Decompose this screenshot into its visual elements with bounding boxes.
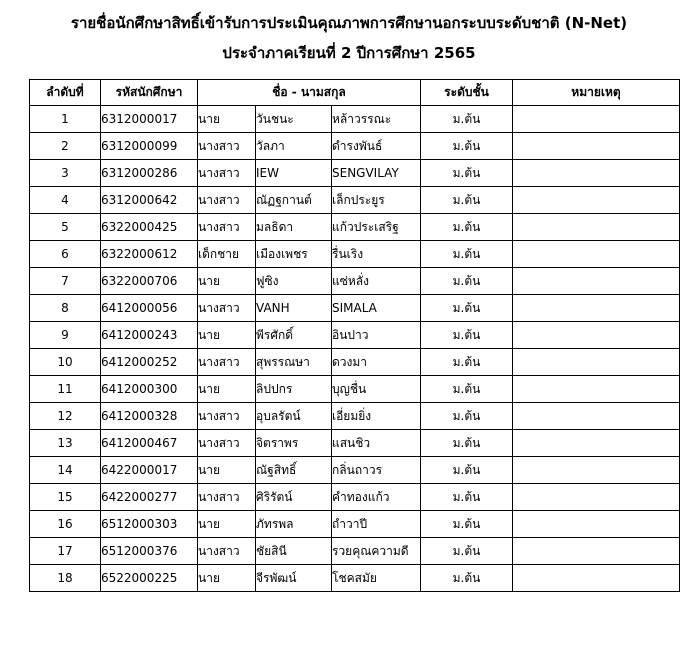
cell-first-name: จิตราพร xyxy=(256,430,332,457)
cell-level: ม.ต้น xyxy=(421,376,513,403)
cell-last-name: เอี่ยมยิ่ง xyxy=(332,403,421,430)
table-row xyxy=(30,160,680,187)
cell-prefix: เด็กชาย xyxy=(198,241,256,268)
cell-last-name: โชคสมัย xyxy=(332,565,421,592)
cell-remark xyxy=(513,484,680,511)
cell-first-name: ณัฏฐกานต์ xyxy=(256,187,332,214)
cell-last-name: กลิ่นถาวร xyxy=(332,457,421,484)
cell-first-name: จีรพัฒน์ xyxy=(256,565,332,592)
cell-level: ม.ต้น xyxy=(421,349,513,376)
cell-student-id: 6312000642 xyxy=(101,187,198,214)
student-roster-table xyxy=(29,79,680,592)
cell-student-id: 6322000706 xyxy=(101,268,198,295)
cell-no: 15 xyxy=(30,484,101,511)
cell-remark xyxy=(513,295,680,322)
table-row xyxy=(30,565,680,592)
column-header-remark: หมายเหตุ xyxy=(513,80,680,106)
cell-no: 6 xyxy=(30,241,101,268)
cell-level: ม.ต้น xyxy=(421,268,513,295)
cell-level: ม.ต้น xyxy=(421,160,513,187)
cell-first-name: สุพรรณษา xyxy=(256,349,332,376)
cell-prefix: นาย xyxy=(198,457,256,484)
cell-student-id: 6512000376 xyxy=(101,538,198,565)
cell-level: ม.ต้น xyxy=(421,214,513,241)
cell-no: 7 xyxy=(30,268,101,295)
cell-remark xyxy=(513,511,680,538)
cell-first-name: IEW xyxy=(256,160,332,187)
cell-student-id: 6522000225 xyxy=(101,565,198,592)
cell-student-id: 6422000277 xyxy=(101,484,198,511)
table-row xyxy=(30,430,680,457)
cell-prefix: นางสาว xyxy=(198,484,256,511)
cell-first-name: ณัฐสิทธิ์ xyxy=(256,457,332,484)
cell-level: ม.ต้น xyxy=(421,187,513,214)
cell-prefix: นาย xyxy=(198,268,256,295)
cell-first-name: อุบลรัตน์ xyxy=(256,403,332,430)
table-row xyxy=(30,376,680,403)
cell-remark xyxy=(513,430,680,457)
cell-prefix: นาย xyxy=(198,322,256,349)
table-header-row xyxy=(30,80,680,106)
table-row xyxy=(30,268,680,295)
cell-remark xyxy=(513,214,680,241)
cell-last-name: คำทองแก้ว xyxy=(332,484,421,511)
cell-no: 1 xyxy=(30,106,101,133)
cell-remark xyxy=(513,322,680,349)
cell-no: 13 xyxy=(30,430,101,457)
cell-level: ม.ต้น xyxy=(421,241,513,268)
table-row xyxy=(30,214,680,241)
cell-first-name: ศิริรัตน์ xyxy=(256,484,332,511)
cell-no: 17 xyxy=(30,538,101,565)
column-header-level: ระดับชั้น xyxy=(421,80,513,106)
cell-last-name: อินปาว xyxy=(332,322,421,349)
column-header-no: ลำดับที่ xyxy=(30,80,101,106)
cell-level: ม.ต้น xyxy=(421,106,513,133)
cell-remark xyxy=(513,349,680,376)
cell-level: ม.ต้น xyxy=(421,295,513,322)
cell-student-id: 6412000056 xyxy=(101,295,198,322)
cell-prefix: นางสาว xyxy=(198,214,256,241)
table-row xyxy=(30,106,680,133)
table-row xyxy=(30,241,680,268)
cell-no: 9 xyxy=(30,322,101,349)
cell-first-name: มลธิดา xyxy=(256,214,332,241)
table-row xyxy=(30,295,680,322)
cell-student-id: 6322000612 xyxy=(101,241,198,268)
cell-remark xyxy=(513,403,680,430)
cell-prefix: นางสาว xyxy=(198,538,256,565)
cell-student-id: 6512000303 xyxy=(101,511,198,538)
table-body xyxy=(30,106,680,592)
table-row xyxy=(30,187,680,214)
cell-first-name: ฟูซิง xyxy=(256,268,332,295)
cell-remark xyxy=(513,376,680,403)
cell-prefix: นางสาว xyxy=(198,403,256,430)
cell-remark xyxy=(513,187,680,214)
cell-last-name: ถำวาปี xyxy=(332,511,421,538)
cell-last-name: แก้วประเสริฐ xyxy=(332,214,421,241)
cell-first-name: วัลภา xyxy=(256,133,332,160)
table-row xyxy=(30,322,680,349)
cell-first-name: ภัทรพล xyxy=(256,511,332,538)
cell-no: 16 xyxy=(30,511,101,538)
table-row xyxy=(30,133,680,160)
table-row xyxy=(30,403,680,430)
cell-prefix: นาย xyxy=(198,106,256,133)
document-subtitle: ประจำภาคเรียนที่ 2 ปีการศึกษา 2565 xyxy=(222,44,476,62)
cell-prefix: นาย xyxy=(198,376,256,403)
cell-no: 8 xyxy=(30,295,101,322)
cell-remark xyxy=(513,241,680,268)
cell-remark xyxy=(513,133,680,160)
table-row xyxy=(30,538,680,565)
cell-student-id: 6412000252 xyxy=(101,349,198,376)
document-title: รายชื่อนักศึกษาสิทธิ์เข้ารับการประเมินคุณภาพการศึกษานอกระบบระดับชาติ (N-Net) xyxy=(70,14,628,32)
cell-student-id: 6312000017 xyxy=(101,106,198,133)
cell-level: ม.ต้น xyxy=(421,430,513,457)
cell-last-name: แสนชิว xyxy=(332,430,421,457)
table-row xyxy=(30,349,680,376)
cell-first-name: พีรศักดิ์ xyxy=(256,322,332,349)
cell-first-name: ชัยสินี xyxy=(256,538,332,565)
cell-remark xyxy=(513,160,680,187)
cell-level: ม.ต้น xyxy=(421,538,513,565)
cell-no: 4 xyxy=(30,187,101,214)
column-header-name: ชื่อ - นามสกุล xyxy=(198,80,421,106)
cell-last-name: ดำรงพันธ์ xyxy=(332,133,421,160)
cell-remark xyxy=(513,106,680,133)
cell-no: 12 xyxy=(30,403,101,430)
column-header-student-id: รหัสนักศึกษา xyxy=(101,80,198,106)
cell-last-name: SIMALA xyxy=(332,295,421,322)
cell-no: 3 xyxy=(30,160,101,187)
cell-student-id: 6412000243 xyxy=(101,322,198,349)
cell-level: ม.ต้น xyxy=(421,457,513,484)
table-row xyxy=(30,511,680,538)
cell-student-id: 6422000017 xyxy=(101,457,198,484)
cell-last-name: SENGVILAY xyxy=(332,160,421,187)
cell-level: ม.ต้น xyxy=(421,322,513,349)
cell-prefix: นาย xyxy=(198,511,256,538)
cell-prefix: นาย xyxy=(198,565,256,592)
cell-last-name: ดวงมา xyxy=(332,349,421,376)
cell-remark xyxy=(513,268,680,295)
cell-no: 18 xyxy=(30,565,101,592)
cell-prefix: นางสาว xyxy=(198,133,256,160)
cell-no: 11 xyxy=(30,376,101,403)
cell-no: 10 xyxy=(30,349,101,376)
cell-no: 14 xyxy=(30,457,101,484)
cell-last-name: รวยคุณความดี xyxy=(332,538,421,565)
cell-last-name: เล็กประยูร xyxy=(332,187,421,214)
cell-level: ม.ต้น xyxy=(421,511,513,538)
cell-level: ม.ต้น xyxy=(421,565,513,592)
cell-student-id: 6312000099 xyxy=(101,133,198,160)
cell-remark xyxy=(513,457,680,484)
cell-prefix: นางสาว xyxy=(198,349,256,376)
cell-first-name: ลิปปกร xyxy=(256,376,332,403)
cell-level: ม.ต้น xyxy=(421,484,513,511)
cell-prefix: นางสาว xyxy=(198,187,256,214)
table-row xyxy=(30,484,680,511)
cell-level: ม.ต้น xyxy=(421,133,513,160)
cell-prefix: นางสาว xyxy=(198,295,256,322)
cell-student-id: 6412000467 xyxy=(101,430,198,457)
cell-remark xyxy=(513,538,680,565)
cell-no: 5 xyxy=(30,214,101,241)
cell-first-name: VANH xyxy=(256,295,332,322)
cell-last-name: แซ่หลั่ง xyxy=(332,268,421,295)
cell-remark xyxy=(513,565,680,592)
cell-prefix: นางสาว xyxy=(198,430,256,457)
cell-first-name: เมืองเพชร xyxy=(256,241,332,268)
table-row xyxy=(30,457,680,484)
cell-prefix: นางสาว xyxy=(198,160,256,187)
cell-student-id: 6312000286 xyxy=(101,160,198,187)
cell-student-id: 6412000300 xyxy=(101,376,198,403)
cell-last-name: บุญชื่น xyxy=(332,376,421,403)
cell-last-name: รื่นเริง xyxy=(332,241,421,268)
cell-no: 2 xyxy=(30,133,101,160)
cell-level: ม.ต้น xyxy=(421,403,513,430)
cell-first-name: วันชนะ xyxy=(256,106,332,133)
cell-last-name: หล้าวรรณะ xyxy=(332,106,421,133)
cell-student-id: 6412000328 xyxy=(101,403,198,430)
cell-student-id: 6322000425 xyxy=(101,214,198,241)
